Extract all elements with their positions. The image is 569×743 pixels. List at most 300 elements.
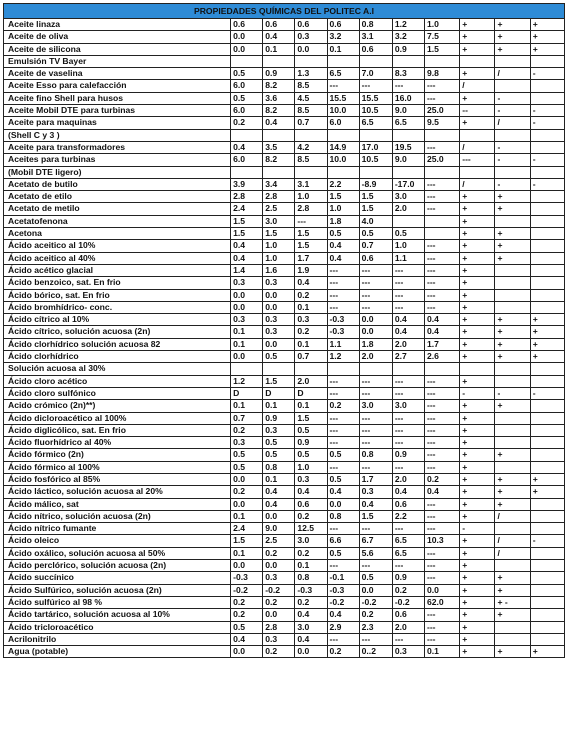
substance-cell: Acrilonitrilo (4, 633, 231, 645)
substance-cell: Ácido diglicólico, sat. En frio (4, 424, 231, 436)
value-cell: 1.5 (424, 43, 459, 55)
table-row (4, 240, 565, 252)
value-cell: 1.0 (424, 19, 459, 31)
value-cell: + (460, 572, 495, 584)
table-row (4, 412, 565, 424)
value-cell: --- (424, 301, 459, 313)
value-cell: 0.0 (359, 326, 392, 338)
value-cell: 1.2 (392, 19, 424, 31)
table-title: PROPIEDADES QUÍMICAS DEL POLITEC A.I (4, 4, 565, 19)
substance-cell: Acetatofenona (4, 215, 231, 227)
value-cell: 3.0 (295, 535, 327, 547)
table-row (4, 473, 565, 485)
value-cell: + (495, 486, 530, 498)
value-cell: --- (392, 301, 424, 313)
value-cell: 0.2 (295, 510, 327, 522)
value-cell: - (495, 178, 530, 190)
value-cell: 0.3 (263, 314, 295, 326)
value-cell: / (495, 535, 530, 547)
value-cell: 0.5 (295, 449, 327, 461)
value-cell: 2.0 (392, 203, 424, 215)
value-cell: 17.0 (359, 141, 392, 153)
value-cell: + (530, 19, 564, 31)
value-cell: 1.8 (359, 338, 392, 350)
value-cell: + (460, 117, 495, 129)
table-row (4, 178, 565, 190)
value-cell: 0.5 (263, 449, 295, 461)
value-cell: - (530, 117, 564, 129)
value-cell: 0.3 (263, 424, 295, 436)
value-cell (359, 363, 392, 375)
value-cell (530, 400, 564, 412)
value-cell: + (460, 486, 495, 498)
value-cell (495, 412, 530, 424)
value-cell (327, 363, 359, 375)
value-cell: - (530, 105, 564, 117)
substance-cell: Ácido cloro acético (4, 375, 231, 387)
value-cell: 0.2 (295, 596, 327, 608)
substance-cell: Acetato de etilo (4, 191, 231, 203)
value-cell: 7.5 (424, 31, 459, 43)
value-cell: --- (424, 277, 459, 289)
value-cell: 2.0 (359, 351, 392, 363)
substance-cell: Ácido tricloroacético (4, 621, 231, 633)
value-cell: 6.5 (392, 117, 424, 129)
value-cell: 1.5 (231, 535, 263, 547)
value-cell: 5.6 (359, 547, 392, 559)
table-row (4, 92, 565, 104)
value-cell: 0.3 (359, 486, 392, 498)
value-cell: 1.7 (424, 338, 459, 350)
value-cell: + (530, 486, 564, 498)
value-cell: 0.4 (424, 486, 459, 498)
value-cell: 0.5 (231, 449, 263, 461)
value-cell: 6.0 (231, 105, 263, 117)
value-cell: --- (392, 633, 424, 645)
value-cell: --- (392, 80, 424, 92)
value-cell: 0.9 (295, 437, 327, 449)
substance-cell: Aceites para turbinas (4, 154, 231, 166)
value-cell (263, 363, 295, 375)
value-cell: 3.1 (359, 31, 392, 43)
value-cell: --- (424, 264, 459, 276)
table-row (4, 215, 565, 227)
value-cell: 6.5 (327, 68, 359, 80)
value-cell (424, 363, 459, 375)
value-cell: - (495, 387, 530, 399)
value-cell: + (495, 19, 530, 31)
value-cell: 0.4 (295, 277, 327, 289)
value-cell (530, 621, 564, 633)
value-cell: 0.3 (263, 277, 295, 289)
value-cell: 3.2 (327, 31, 359, 43)
value-cell (495, 277, 530, 289)
value-cell: 0.5 (231, 461, 263, 473)
value-cell: + (460, 412, 495, 424)
value-cell (495, 289, 530, 301)
value-cell: 6.7 (359, 535, 392, 547)
value-cell: 1.9 (295, 264, 327, 276)
value-cell: 0.7 (295, 117, 327, 129)
substance-cell: Acetato de metilo (4, 203, 231, 215)
substance-cell: Ácido succínico (4, 572, 231, 584)
substance-cell: Ácido oleico (4, 535, 231, 547)
value-cell: 0.5 (359, 572, 392, 584)
value-cell: 0.4 (327, 240, 359, 252)
table-row (4, 203, 565, 215)
value-cell: 1.5 (359, 191, 392, 203)
value-cell: D (263, 387, 295, 399)
value-cell (530, 560, 564, 572)
substance-cell: Ácido oxálico, solución acuosa al 50% (4, 547, 231, 559)
value-cell (460, 55, 495, 67)
value-cell: + (460, 92, 495, 104)
value-cell: 0.6 (295, 19, 327, 31)
value-cell: 25.0 (424, 105, 459, 117)
value-cell: 0.6 (231, 19, 263, 31)
value-cell: --- (424, 461, 459, 473)
value-cell (460, 363, 495, 375)
value-cell: 0.9 (392, 43, 424, 55)
value-cell: 1.7 (359, 473, 392, 485)
value-cell: 0.3 (295, 314, 327, 326)
value-cell: + (460, 535, 495, 547)
value-cell: 0.1 (231, 510, 263, 522)
table-row (4, 326, 565, 338)
value-cell: + (460, 240, 495, 252)
value-cell: + (495, 203, 530, 215)
value-cell: --- (424, 203, 459, 215)
value-cell (263, 166, 295, 178)
value-cell: 0.5 (295, 424, 327, 436)
value-cell: 3.0 (295, 621, 327, 633)
substance-cell: Solución acuosa al 30% (4, 363, 231, 375)
value-cell: 6.0 (231, 80, 263, 92)
value-cell: -- (460, 105, 495, 117)
value-cell: 0.0 (263, 609, 295, 621)
value-cell: 1.8 (327, 215, 359, 227)
value-cell: 4.2 (295, 141, 327, 153)
value-cell: --- (327, 301, 359, 313)
value-cell: 6.5 (392, 535, 424, 547)
value-cell: 0.3 (231, 277, 263, 289)
value-cell: 0.0 (231, 351, 263, 363)
value-cell (460, 129, 495, 141)
value-cell: 1.0 (263, 252, 295, 264)
value-cell (495, 215, 530, 227)
value-cell: 8.3 (392, 68, 424, 80)
value-cell: 0.0 (263, 560, 295, 572)
value-cell: 1.6 (263, 264, 295, 276)
value-cell (424, 166, 459, 178)
value-cell: 3.2 (392, 31, 424, 43)
value-cell: + (495, 400, 530, 412)
value-cell: 0.5 (327, 449, 359, 461)
value-cell (530, 141, 564, 153)
value-cell (263, 129, 295, 141)
value-cell: 16.0 (392, 92, 424, 104)
value-cell (495, 363, 530, 375)
value-cell: --- (359, 424, 392, 436)
value-cell (392, 215, 424, 227)
table-row (4, 117, 565, 129)
value-cell: --- (359, 412, 392, 424)
value-cell: 62.0 (424, 596, 459, 608)
table-row (4, 646, 565, 658)
value-cell: + (530, 43, 564, 55)
value-cell: --- (359, 437, 392, 449)
value-cell: --- (359, 264, 392, 276)
value-cell: + (460, 277, 495, 289)
value-cell: --- (392, 264, 424, 276)
substance-cell: Aceite de oliva (4, 31, 231, 43)
value-cell (530, 510, 564, 522)
value-cell: + (460, 252, 495, 264)
value-cell: 3.9 (231, 178, 263, 190)
value-cell: 8.5 (295, 80, 327, 92)
value-cell: 1.2 (327, 351, 359, 363)
value-cell (424, 228, 459, 240)
value-cell: + (495, 584, 530, 596)
value-cell (530, 461, 564, 473)
value-cell: 10.5 (359, 105, 392, 117)
table-row (4, 277, 565, 289)
value-cell (231, 55, 263, 67)
substance-cell: Ácido aceitico al 10% (4, 240, 231, 252)
value-cell: + (495, 609, 530, 621)
value-cell (530, 277, 564, 289)
value-cell: -8.9 (359, 178, 392, 190)
value-cell: 0.5 (327, 473, 359, 485)
substance-cell: Aceite de vaselina (4, 68, 231, 80)
value-cell: 0.5 (231, 621, 263, 633)
value-cell: 0.8 (359, 19, 392, 31)
value-cell: 2.0 (392, 621, 424, 633)
table-row (4, 572, 565, 584)
value-cell: --- (359, 523, 392, 535)
value-cell (530, 363, 564, 375)
value-cell: + (495, 228, 530, 240)
value-cell: 10.5 (359, 154, 392, 166)
table-row (4, 154, 565, 166)
value-cell: 0.5 (359, 228, 392, 240)
value-cell: 0.0 (231, 646, 263, 658)
value-cell: --- (327, 560, 359, 572)
substance-cell: Acido crómico (2n)**) (4, 400, 231, 412)
substance-cell: Ácido málico, sat (4, 498, 231, 510)
table-row (4, 129, 565, 141)
value-cell: + (530, 326, 564, 338)
table-row (4, 596, 565, 608)
value-cell: + (495, 240, 530, 252)
value-cell: 0.2 (295, 326, 327, 338)
value-cell (231, 166, 263, 178)
value-cell (495, 424, 530, 436)
value-cell: + (530, 351, 564, 363)
value-cell (530, 523, 564, 535)
value-cell: 2.8 (263, 191, 295, 203)
table-row (4, 633, 565, 645)
value-cell: --- (424, 80, 459, 92)
value-cell: + (460, 68, 495, 80)
value-cell: 0.1 (231, 547, 263, 559)
value-cell: 4.5 (295, 92, 327, 104)
table-row (4, 449, 565, 461)
value-cell: + (495, 646, 530, 658)
substance-cell: Ácido bromhídrico- conc. (4, 301, 231, 313)
value-cell: 3.5 (263, 141, 295, 153)
table-row (4, 609, 565, 621)
table-row (4, 264, 565, 276)
value-cell: + (460, 633, 495, 645)
value-cell: 1.5 (295, 228, 327, 240)
value-cell (530, 80, 564, 92)
value-cell: + - (495, 596, 530, 608)
value-cell (231, 363, 263, 375)
value-cell: - (460, 523, 495, 535)
value-cell: --- (327, 412, 359, 424)
value-cell: + (530, 314, 564, 326)
substance-cell: Ácido acético glacial (4, 264, 231, 276)
value-cell (530, 572, 564, 584)
value-cell: --- (460, 154, 495, 166)
value-cell: + (495, 473, 530, 485)
value-cell: + (460, 584, 495, 596)
value-cell (530, 449, 564, 461)
value-cell: 0.9 (263, 412, 295, 424)
value-cell: 0.2 (359, 609, 392, 621)
value-cell: 9.0 (392, 105, 424, 117)
value-cell: 0.2 (295, 547, 327, 559)
value-cell: --- (392, 560, 424, 572)
value-cell: -0.2 (231, 584, 263, 596)
value-cell (530, 596, 564, 608)
value-cell: 15.5 (359, 92, 392, 104)
table-row (4, 535, 565, 547)
value-cell: D (231, 387, 263, 399)
substance-cell: Ácido sulfúrico al 98 % (4, 596, 231, 608)
value-cell (359, 129, 392, 141)
value-cell: 0.3 (263, 572, 295, 584)
value-cell (530, 424, 564, 436)
table-row (4, 31, 565, 43)
substance-cell: Ácido cítrico al 10% (4, 314, 231, 326)
value-cell (295, 363, 327, 375)
table-row (4, 252, 565, 264)
value-cell (530, 437, 564, 449)
value-cell: 1.0 (327, 203, 359, 215)
value-cell: 0.8 (359, 449, 392, 461)
value-cell: 0.0 (295, 646, 327, 658)
value-cell: -0.2 (392, 596, 424, 608)
value-cell: 3.6 (263, 92, 295, 104)
value-cell: 2.8 (231, 191, 263, 203)
value-cell: --- (424, 252, 459, 264)
value-cell: --- (327, 523, 359, 535)
table-row (4, 68, 565, 80)
value-cell: --- (327, 633, 359, 645)
value-cell: 9.5 (424, 117, 459, 129)
substance-cell: Ácido Sulfúrico, solución acuosa (2n) (4, 584, 231, 596)
table-row (4, 80, 565, 92)
table-row (4, 424, 565, 436)
substance-cell: Ácido fosfórico al 85% (4, 473, 231, 485)
value-cell: 6.0 (327, 117, 359, 129)
value-cell (530, 203, 564, 215)
value-cell: 0.2 (231, 117, 263, 129)
value-cell: 0.4 (295, 486, 327, 498)
value-cell: + (530, 646, 564, 658)
value-cell: --- (424, 424, 459, 436)
table-row (4, 363, 565, 375)
value-cell: 10.0 (327, 105, 359, 117)
value-cell (392, 129, 424, 141)
value-cell: 0.2 (263, 646, 295, 658)
value-cell: + (460, 400, 495, 412)
table-row (4, 191, 565, 203)
value-cell: 0.2 (327, 400, 359, 412)
value-cell: --- (392, 375, 424, 387)
value-cell: / (460, 141, 495, 153)
value-cell: 0.1 (263, 473, 295, 485)
value-cell: 0.7 (359, 240, 392, 252)
table-row (4, 314, 565, 326)
value-cell: 3.4 (263, 178, 295, 190)
value-cell: --- (359, 633, 392, 645)
substance-cell: Agua (potable) (4, 646, 231, 658)
table-row (4, 498, 565, 510)
value-cell: 0.7 (295, 351, 327, 363)
value-cell: --- (424, 240, 459, 252)
value-cell: + (460, 449, 495, 461)
value-cell: + (495, 191, 530, 203)
value-cell (495, 437, 530, 449)
value-cell: --- (424, 289, 459, 301)
value-cell: + (530, 338, 564, 350)
value-cell: 0.3 (295, 473, 327, 485)
value-cell: 0.4 (263, 498, 295, 510)
value-cell (424, 129, 459, 141)
value-cell: 0.4 (231, 141, 263, 153)
chemical-properties-table-container (3, 3, 565, 658)
table-row (4, 55, 565, 67)
substance-cell: Aceite Esso para calefacción (4, 80, 231, 92)
value-cell (495, 80, 530, 92)
value-cell: 0.9 (263, 68, 295, 80)
value-cell (530, 55, 564, 67)
table-row (4, 437, 565, 449)
value-cell: 1.5 (231, 215, 263, 227)
value-cell: -0.2 (359, 596, 392, 608)
value-cell: --- (327, 424, 359, 436)
substance-cell: Ácido fórmico (2n) (4, 449, 231, 461)
value-cell: 0.5 (392, 228, 424, 240)
value-cell: 0.0 (263, 338, 295, 350)
value-cell: 0.5 (263, 351, 295, 363)
value-cell: -0.3 (231, 572, 263, 584)
substance-cell: Aceite para transformadores (4, 141, 231, 153)
value-cell: 0.6 (392, 609, 424, 621)
value-cell: 2.8 (295, 203, 327, 215)
value-cell: 0.0 (231, 560, 263, 572)
value-cell: 3.0 (359, 400, 392, 412)
value-cell: 2.2 (392, 510, 424, 522)
value-cell: 0.4 (327, 486, 359, 498)
value-cell: 0.0 (359, 584, 392, 596)
value-cell: --- (359, 560, 392, 572)
value-cell: --- (327, 437, 359, 449)
value-cell: --- (424, 523, 459, 535)
